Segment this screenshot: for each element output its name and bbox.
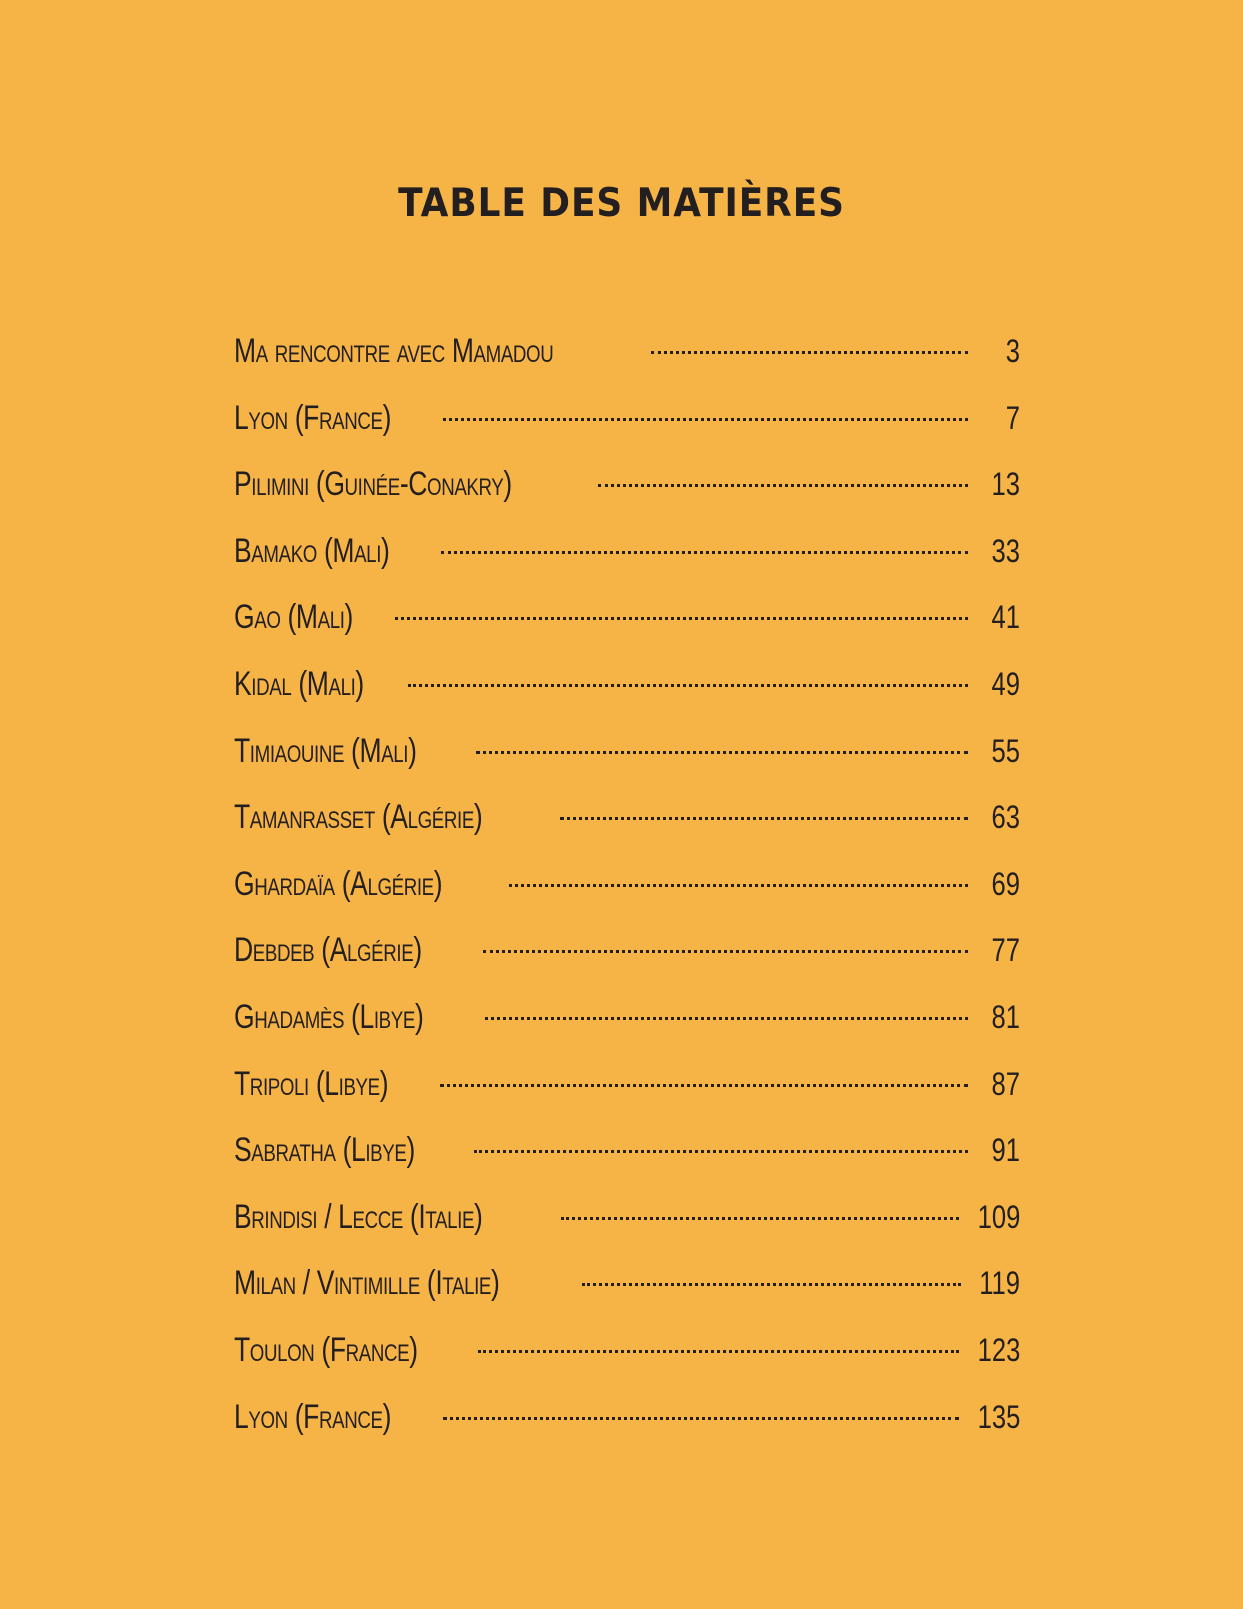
dot-leader (560, 817, 968, 820)
dot-leader (582, 1283, 961, 1286)
toc-entry-label: Brindisi / Lecce (Italie) (234, 1197, 483, 1236)
toc-entry[interactable] (234, 651, 1020, 718)
toc-entry-page: 7 (1005, 399, 1020, 436)
dot-leader (478, 1350, 959, 1353)
toc-entry[interactable] (234, 851, 1020, 918)
toc-entry[interactable] (234, 318, 1020, 385)
toc-entry-page: 87 (991, 1065, 1020, 1102)
toc-entry-page: 13 (991, 466, 1020, 503)
dot-leader (485, 1017, 968, 1020)
toc-entry-page: 119 (979, 1265, 1020, 1302)
dot-leader (598, 484, 968, 487)
toc-entry-page: 63 (991, 799, 1020, 836)
toc-entry-label: Sabratha (Libye) (234, 1131, 415, 1170)
toc-entry-label: Ma rencontre avec Mamadou (234, 332, 554, 370)
toc-entry-label: Timiaouine (Mali) (234, 731, 417, 770)
toc-entry[interactable] (234, 518, 1020, 585)
toc-entry[interactable] (234, 1250, 1020, 1317)
dot-leader (395, 617, 968, 620)
toc-entry-label: Tamanrasset (Algérie) (234, 798, 483, 837)
dot-leader (443, 418, 968, 421)
page-title: TABLE DES MATIÈRES (398, 181, 845, 226)
toc-entry[interactable] (234, 1117, 1020, 1184)
toc-entry-label: Pilimini (Guinée-Conakry) (234, 465, 512, 504)
toc-entry-label: Lyon (France) (234, 398, 392, 437)
dot-leader (474, 1150, 968, 1153)
toc-entry[interactable] (234, 784, 1020, 851)
toc-entry-page: 41 (991, 599, 1020, 636)
toc-entry-page: 49 (991, 665, 1020, 702)
dot-leader (441, 551, 968, 554)
toc-entry-label: Ghadamès (Libye) (234, 997, 424, 1036)
toc-entry-page: 33 (991, 532, 1020, 569)
dot-leader (483, 950, 968, 953)
toc-entry[interactable] (234, 718, 1020, 785)
dot-leader (408, 684, 968, 687)
toc-entry[interactable] (234, 984, 1020, 1051)
toc-entry-page: 81 (991, 998, 1020, 1035)
toc-entry-page: 123 (977, 1331, 1020, 1368)
toc-entry-page: 69 (991, 865, 1020, 902)
toc-entry-label: Debdeb (Algérie) (234, 931, 422, 970)
toc-entry-page: 91 (991, 1132, 1020, 1169)
toc-entry[interactable] (234, 1317, 1020, 1384)
toc-entry[interactable] (234, 584, 1020, 651)
dot-leader (651, 351, 968, 354)
toc-entry-page: 77 (991, 932, 1020, 969)
toc-entry-page: 3 (1005, 333, 1020, 369)
toc-entry-label: Tripoli (Libye) (234, 1064, 389, 1103)
toc-entry-label: Ghardaïa (Algérie) (234, 864, 443, 903)
dot-leader (440, 1084, 968, 1087)
dot-leader (561, 1217, 959, 1220)
toc-entry-page: 135 (977, 1398, 1020, 1435)
toc-entry[interactable] (234, 1384, 1020, 1451)
toc-entry-page: 55 (991, 732, 1020, 769)
dot-leader (443, 1417, 958, 1420)
table-of-contents (234, 318, 1020, 1450)
toc-entry-page: 109 (977, 1198, 1020, 1235)
dot-leader (476, 751, 968, 754)
toc-entry-label: Toulon (France) (234, 1330, 418, 1369)
toc-entry[interactable] (234, 1184, 1020, 1251)
toc-entry[interactable] (234, 385, 1020, 452)
toc-entry[interactable] (234, 917, 1020, 984)
toc-entry[interactable] (234, 1051, 1020, 1118)
dot-leader (509, 884, 968, 887)
toc-entry-label: Gao (Mali) (234, 598, 353, 637)
toc-entry-label: Milan / Vintimille (Italie) (234, 1264, 500, 1303)
toc-entry-label: Kidal (Mali) (234, 664, 364, 703)
toc-entry[interactable] (234, 451, 1020, 518)
toc-entry-label: Bamako (Mali) (234, 531, 390, 570)
toc-entry-label: Lyon (France) (234, 1397, 392, 1436)
